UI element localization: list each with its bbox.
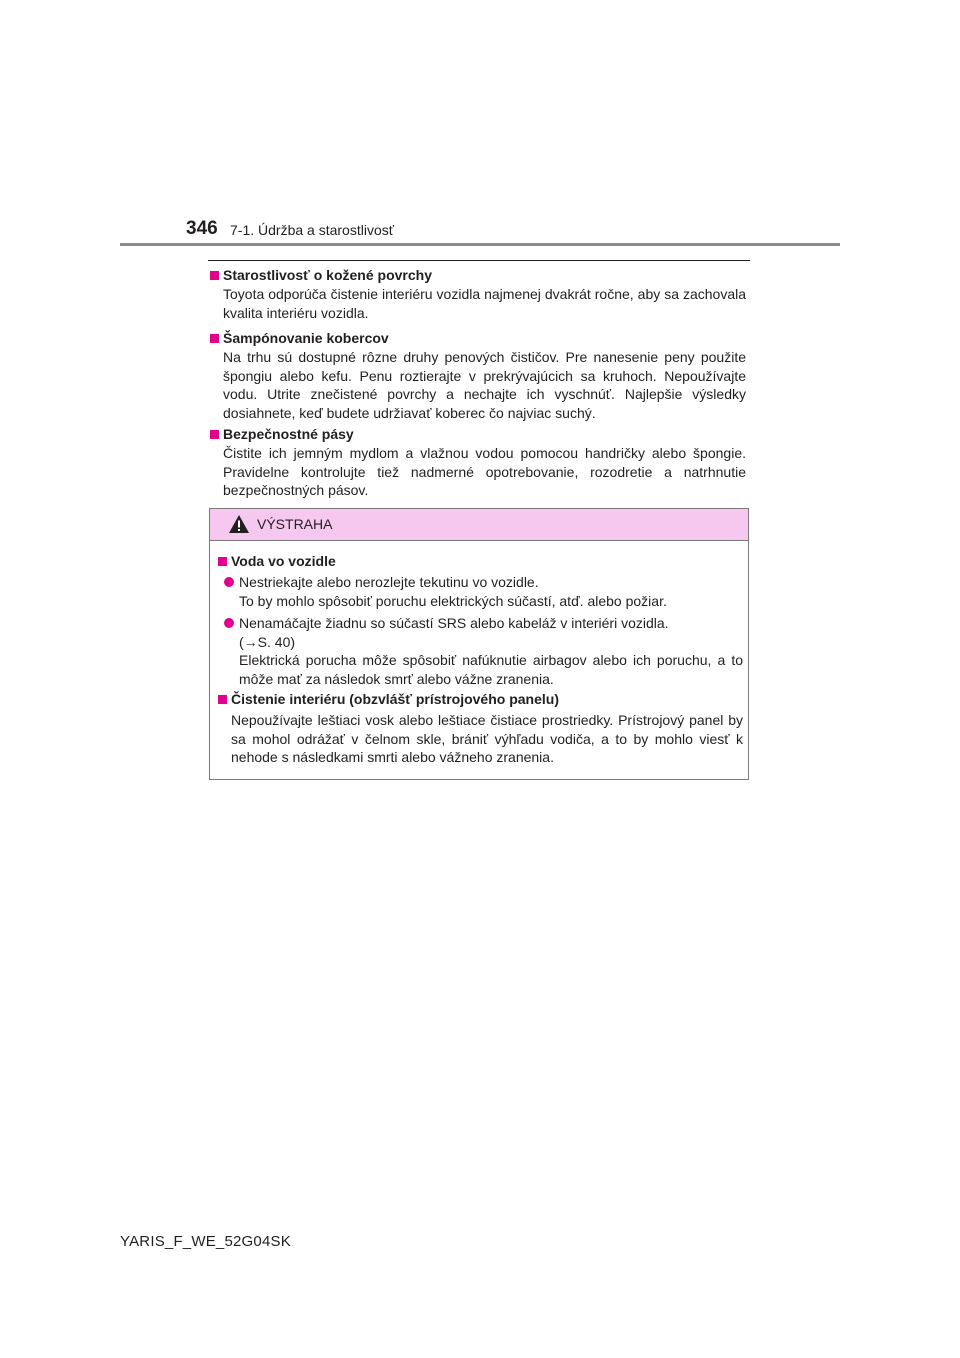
section-seat-belts [210,425,746,500]
warning-header [210,509,748,541]
warning-bullet [224,573,743,610]
warning-box [209,508,749,780]
section-body: Čistite ich jemným mydlom a vlažnou vodou pomocou handričky alebo špongie. Pravidelne kontrolujte tiež nadmerné opotrebovanie, rozodretie a natrhnutie bezpečnostných pásov. [223,445,746,498]
warning-section-interior-cleaning [218,690,743,767]
bullet-line: Nenamáčajte žiadnu so súčastí SRS alebo kabeláž v interiéri vozidla. [239,615,669,631]
square-bullet-icon [210,271,219,280]
warning-triangle-icon [228,514,250,534]
round-bullet-icon [224,577,234,587]
square-bullet-icon [210,334,219,343]
section-title: Bezpečnostné pásy [223,426,354,442]
section-carpet-shampooing [210,329,746,422]
bullet-line: (→S. 40) [239,633,296,650]
header-divider [120,243,840,246]
warning-section-title: Čistenie interiéru (obzvlášť prístrojového panelu) [231,691,559,707]
bullet-line: Elektrická porucha môže spôsobiť nafúknutie airbagov alebo ich poruchu, a to môže mať za následok smrť alebo vážne zranenia. [239,652,743,687]
round-bullet-icon [224,618,234,628]
warning-section-title: Voda vo vozidle [231,553,336,569]
square-bullet-icon [218,557,227,566]
warning-section-water [218,552,743,688]
section-body: Na trhu sú dostupné rôzne druhy penových čističov. Pre nanesenie peny použite špongiu alebo kefu. Penu roztierajte v prekrývajúcich sa kruhoch. Nepoužívajte vodu. Utrite znečistené povrchy a nechajte ich vyschnúť. Najlepšie výsledky dosiahnete, keď budete udržiavať koberec čo najviac suchý. [223,349,746,421]
section-title: Šampónovanie kobercov [223,330,389,346]
chapter-title: 7-1. Údržba a starostlivosť [230,222,394,238]
warning-title: VÝSTRAHA [257,516,333,532]
warning-section-body: Nepoužívajte leštiaci vosk alebo leštiace čistiace prostriedky. Prístrojový panel by sa mohol odrážať v čelnom skle, brániť výhľadu vodiča, a to by mohlo viesť k nehode s následkami smrti alebo vážneho zranenia. [231,712,743,765]
section-leather-care [210,266,746,322]
section-body: Toyota odporúča čistenie interiéru vozidla najmenej dvakrát ročne, aby sa zachovala kvalita interiéru vozidla. [223,286,746,321]
footer-code: YARIS_F_WE_52G04SK [120,1233,291,1250]
content-divider [208,260,750,261]
warning-bullet [224,614,743,688]
bullet-line: Nestriekajte alebo nerozlejte tekutinu vo vozidle. [239,574,539,590]
square-bullet-icon [218,695,227,704]
page-number: 346 [186,218,218,239]
square-bullet-icon [210,430,219,439]
bullet-line: To by mohlo spôsobiť poruchu elektrických súčastí, atď. alebo požiar. [239,592,667,609]
section-title: Starostlivosť o kožené povrchy [223,267,432,283]
